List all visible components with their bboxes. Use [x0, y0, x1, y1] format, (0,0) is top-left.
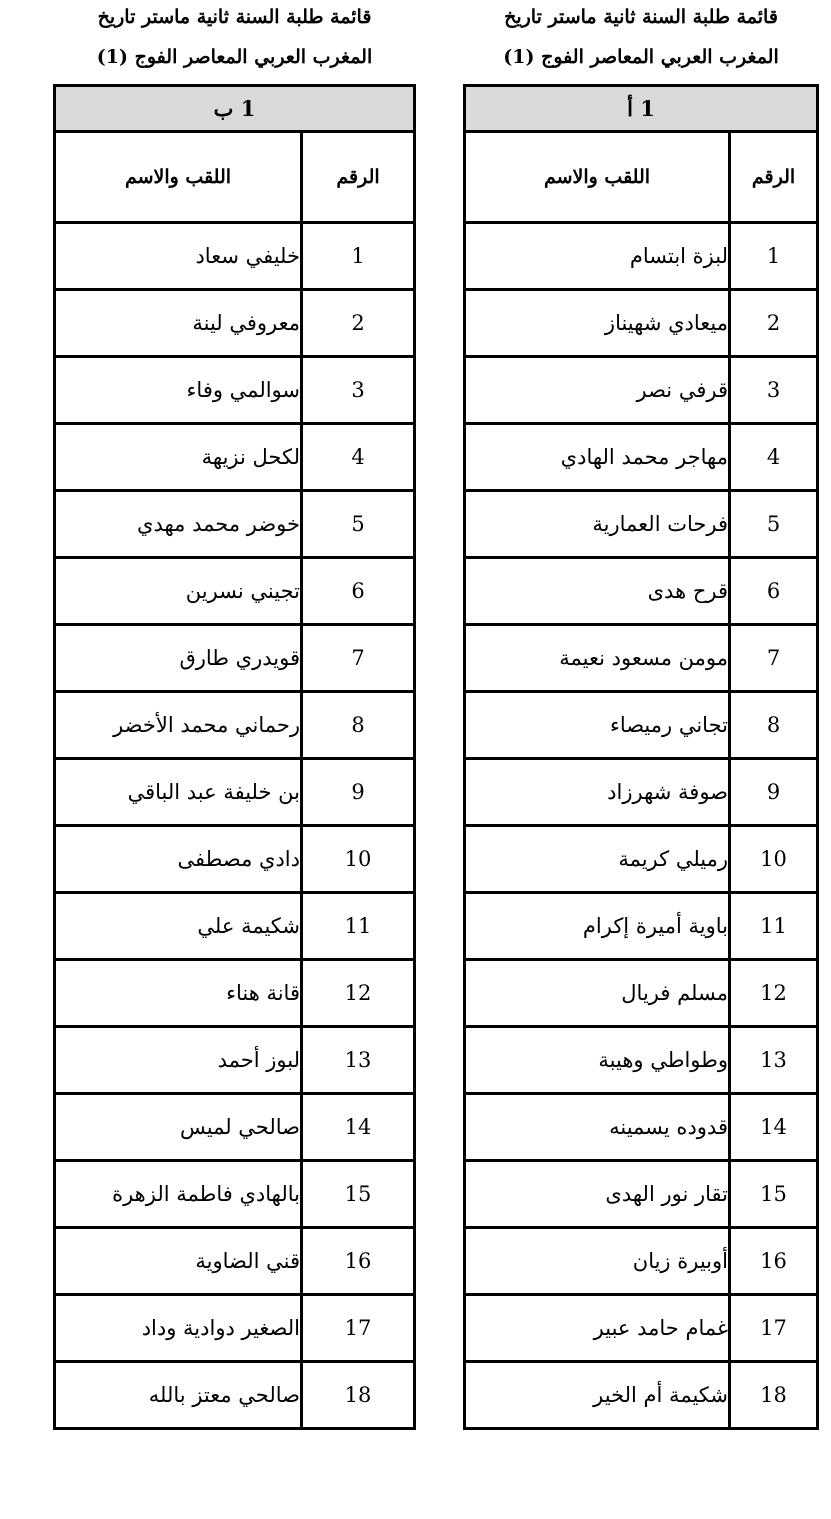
student-name: وطواطي وهيبة [465, 1027, 730, 1094]
table-row [465, 1027, 818, 1094]
table-row [465, 1094, 818, 1161]
table-row [465, 424, 818, 491]
student-name: سوالمي وفاء [55, 357, 302, 424]
group-label: 1 أ [465, 86, 818, 132]
student-name: شكيمة علي [55, 893, 302, 960]
student-name: بالهادي فاطمة الزهرة [55, 1161, 302, 1228]
student-name: لكحل نزيهة [55, 424, 302, 491]
row-number: 10 [302, 826, 415, 893]
table-row [55, 1295, 415, 1362]
roster-panel-a [463, 0, 819, 1430]
row-number: 3 [730, 357, 818, 424]
roster-table [463, 84, 819, 1430]
student-name: قني الضاوية [55, 1228, 302, 1295]
table-row [465, 625, 818, 692]
student-name: تقار نور الهدى [465, 1161, 730, 1228]
row-number: 9 [730, 759, 818, 826]
row-number: 5 [302, 491, 415, 558]
table-row [465, 1362, 818, 1429]
table-row [55, 1228, 415, 1295]
table-row [465, 893, 818, 960]
row-number: 7 [302, 625, 415, 692]
table-row [55, 1094, 415, 1161]
row-number: 13 [302, 1027, 415, 1094]
student-name: الصغير دوادية وداد [55, 1295, 302, 1362]
student-name: خوضر محمد مهدي [55, 491, 302, 558]
table-row [465, 290, 818, 357]
table-row [465, 491, 818, 558]
row-number: 10 [730, 826, 818, 893]
row-number: 16 [302, 1228, 415, 1295]
row-number: 18 [302, 1362, 415, 1429]
student-name: صالحي لميس [55, 1094, 302, 1161]
row-number: 8 [730, 692, 818, 759]
row-number: 11 [730, 893, 818, 960]
roster-table [53, 84, 416, 1430]
row-number: 3 [302, 357, 415, 424]
row-number: 15 [730, 1161, 818, 1228]
student-name: قدوده يسمينه [465, 1094, 730, 1161]
row-number: 9 [302, 759, 415, 826]
table-row [55, 625, 415, 692]
student-name: قرح هدى [465, 558, 730, 625]
row-number: 6 [730, 558, 818, 625]
column-header-name: اللقب والاسم [55, 132, 302, 223]
row-number: 5 [730, 491, 818, 558]
student-name: تجاني رميصاء [465, 692, 730, 759]
table-row [55, 223, 415, 290]
table-row [55, 826, 415, 893]
table-row [55, 759, 415, 826]
column-header-number: الرقم [302, 132, 415, 223]
table-row [55, 1161, 415, 1228]
table-row [465, 692, 818, 759]
row-number: 4 [302, 424, 415, 491]
table-row [465, 826, 818, 893]
table-row [465, 357, 818, 424]
row-number: 14 [730, 1094, 818, 1161]
table-row [465, 558, 818, 625]
student-name: دادي مصطفى [55, 826, 302, 893]
row-number: 14 [302, 1094, 415, 1161]
student-name: رميلي كريمة [465, 826, 730, 893]
student-name: قويدري طارق [55, 625, 302, 692]
student-name: شكيمة أم الخير [465, 1362, 730, 1429]
row-number: 7 [730, 625, 818, 692]
student-name: غمام حامد عبير [465, 1295, 730, 1362]
row-number: 12 [730, 960, 818, 1027]
table-row [465, 759, 818, 826]
row-number: 2 [302, 290, 415, 357]
table-row [55, 893, 415, 960]
row-number: 15 [302, 1161, 415, 1228]
student-name: مومن مسعود نعيمة [465, 625, 730, 692]
table-row [55, 692, 415, 759]
row-number: 16 [730, 1228, 818, 1295]
group-label: 1 ب [55, 86, 415, 132]
row-number: 1 [302, 223, 415, 290]
table-row [55, 491, 415, 558]
student-name: قرفي نصر [465, 357, 730, 424]
student-name: فرحات العمارية [465, 491, 730, 558]
table-row [465, 223, 818, 290]
student-name: معروفي لينة [55, 290, 302, 357]
table-row [465, 1228, 818, 1295]
student-name: باوية أميرة إكرام [465, 893, 730, 960]
student-name: رحماني محمد الأخضر [55, 692, 302, 759]
row-number: 17 [730, 1295, 818, 1362]
row-number: 17 [302, 1295, 415, 1362]
row-number: 18 [730, 1362, 818, 1429]
student-name: خليفي سعاد [55, 223, 302, 290]
student-name: صوفة شهرزاد [465, 759, 730, 826]
row-number: 13 [730, 1027, 818, 1094]
table-row [55, 357, 415, 424]
student-name: مسلم فريال [465, 960, 730, 1027]
student-name: لبوز أحمد [55, 1027, 302, 1094]
row-number: 11 [302, 893, 415, 960]
table-row [55, 960, 415, 1027]
roster-panel-b [53, 0, 416, 1430]
student-name: بن خليفة عبد الباقي [55, 759, 302, 826]
student-name: أوبيرة زيان [465, 1228, 730, 1295]
list-subtitle: المغرب العربي المعاصر الفوج (1) [96, 46, 373, 68]
table-row [465, 960, 818, 1027]
column-header-name: اللقب والاسم [465, 132, 730, 223]
row-number: 1 [730, 223, 818, 290]
list-subtitle: المغرب العربي المعاصر الفوج (1) [503, 46, 779, 68]
table-row [55, 290, 415, 357]
row-number: 12 [302, 960, 415, 1027]
row-number: 2 [730, 290, 818, 357]
table-row [55, 1362, 415, 1429]
list-title: قائمة طلبة السنة ثانية ماستر تاريخ [504, 6, 778, 28]
student-name: لبزة ابتسام [465, 223, 730, 290]
table-row [55, 558, 415, 625]
student-name: صالحي معتز بالله [55, 1362, 302, 1429]
row-number: 8 [302, 692, 415, 759]
student-name: ميعادي شهيناز [465, 290, 730, 357]
list-title: قائمة طلبة السنة ثانية ماستر تاريخ [97, 6, 372, 28]
column-header-number: الرقم [730, 132, 818, 223]
row-number: 4 [730, 424, 818, 491]
row-number: 6 [302, 558, 415, 625]
table-row [55, 424, 415, 491]
table-row [55, 1027, 415, 1094]
student-name: تجيني نسرين [55, 558, 302, 625]
table-row [465, 1295, 818, 1362]
table-row [465, 1161, 818, 1228]
student-name: مهاجر محمد الهادي [465, 424, 730, 491]
student-name: قانة هناء [55, 960, 302, 1027]
